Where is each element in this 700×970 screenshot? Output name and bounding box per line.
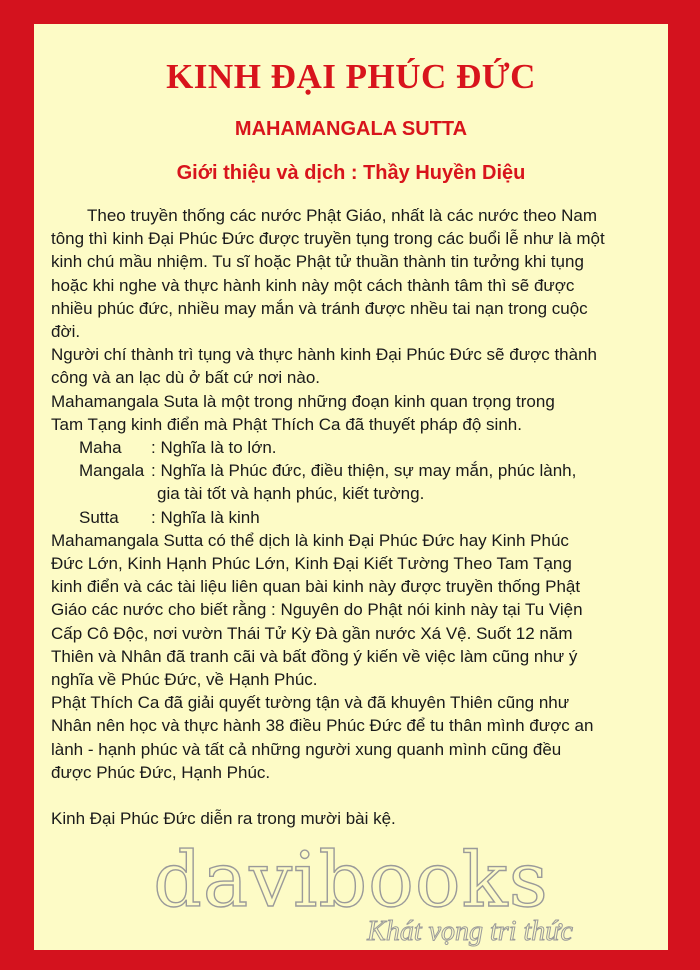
text-line: kinh điển và các tài liệu liên quan bài kinh này được truyền thống Phật [51, 577, 581, 597]
text-line: lành - hạnh phúc và tất cả những người xung quanh mình cũng đều [51, 739, 562, 759]
text-line: công và an lạc dù ở bất cứ nơi nào. [51, 368, 321, 388]
paragraph-4 [51, 529, 671, 691]
text-line: Mahamangala Suta là một trong những đoạn kinh quan trọng trong [51, 391, 555, 411]
text-line: Đức Lớn, Kinh Hạnh Phúc Lớn, Kinh Đại Kiết Tường Theo Tam Tạng [51, 554, 572, 574]
paragraph-spacer [51, 784, 671, 807]
paragraph-3 [51, 390, 671, 436]
definition-item [51, 459, 671, 482]
text-line: tông thì kinh Đại Phúc Đức được truyền tụng trong các buổi lễ như là một [51, 229, 605, 249]
definition-item [51, 436, 671, 459]
text-line: Người chí thành trì tụng và thực hành kinh Đại Phúc Đức sẽ được thành [51, 345, 597, 365]
text-line: nhiều phúc đức, nhiều may mắn và tránh được nhều tai nạn trong cuộc [51, 298, 588, 318]
definition-meaning: Nghĩa là to lớn. [160, 438, 277, 458]
paragraph-1 [51, 204, 671, 343]
text-line: Giáo các nước cho biết rằng : Nguyên do Phật nói kinh này tại Tu Viện [51, 600, 583, 620]
text-line: nghĩa về Phúc Đức, về Hạnh Phúc. [51, 670, 318, 690]
definition-item [51, 506, 671, 529]
definition-term: Sutta [79, 507, 119, 527]
text-line: Phật Thích Ca đã giải quyết tường tận và đã khuyên Thiên cũng như [51, 693, 570, 713]
definition-separator: : [151, 461, 156, 481]
text-line: hoặc khi nghe và thực hành kinh này một cách thành tâm thì sẽ được [51, 275, 575, 295]
definition-meaning: Nghĩa là kinh [160, 507, 260, 527]
paragraph-5 [51, 691, 671, 784]
paragraph-2 [51, 343, 671, 389]
page-subtitle: MAHAMANGALA SUTTA [234, 118, 468, 140]
definition-separator: : [151, 507, 156, 527]
text-line: Theo truyền thống các nước Phật Giáo, nhất là các nước theo Nam [87, 206, 597, 225]
text-line: được Phúc Đức, Hạnh Phúc. [51, 762, 271, 782]
paragraph-6 [51, 807, 671, 830]
definition-term: Mangala [79, 461, 145, 481]
text-line: Tam Tạng kinh điển mà Phật Thích Ca đã thuyết pháp độ sinh. [51, 414, 522, 434]
text-line: Kinh Đại Phúc Đức diễn ra trong mười bài kệ. [51, 809, 396, 829]
text-line: kinh chú mầu nhiệm. Tu sĩ hoặc Phật tử thuần thành tin tưởng khi tụng [51, 252, 584, 272]
definition-term: Maha [79, 438, 122, 458]
definitions-list [51, 436, 671, 529]
body-text [51, 204, 671, 830]
text-line: Cấp Cô Độc, nơi vườn Thái Tử Kỳ Đà gần nước Xá Vệ. Suốt 12 năm [51, 623, 573, 643]
text-line: Nhân nên học và thực hành 38 điều Phúc Đức để tu thân mình được an [51, 716, 594, 736]
text-line: đời. [51, 322, 81, 342]
page-title: KINH ĐẠI PHÚC ĐỨC [166, 57, 536, 96]
text-line: Thiên và Nhân đã tranh cãi và bất đồng ý kiến về việc làm cũng như ý [51, 646, 578, 666]
text-line: Mahamangala Sutta có thể dịch là kinh Đại Phúc Đức hay Kinh Phúc [51, 530, 569, 550]
watermark-slogan: Khát vọng tri thức [367, 916, 573, 947]
translator-credit: Giới thiệu và dịch : Thầy Huyền Diệu [176, 162, 526, 184]
book-page [34, 24, 668, 950]
definition-separator: : [151, 438, 156, 458]
davibooks-watermark: davibooks [153, 835, 549, 924]
definition-meaning: Nghĩa là Phúc đức, điều thiện, sự may mắn, phúc lành, [160, 461, 577, 481]
definition-continuation: gia tài tốt và hạnh phúc, kiết tường. [157, 484, 425, 504]
